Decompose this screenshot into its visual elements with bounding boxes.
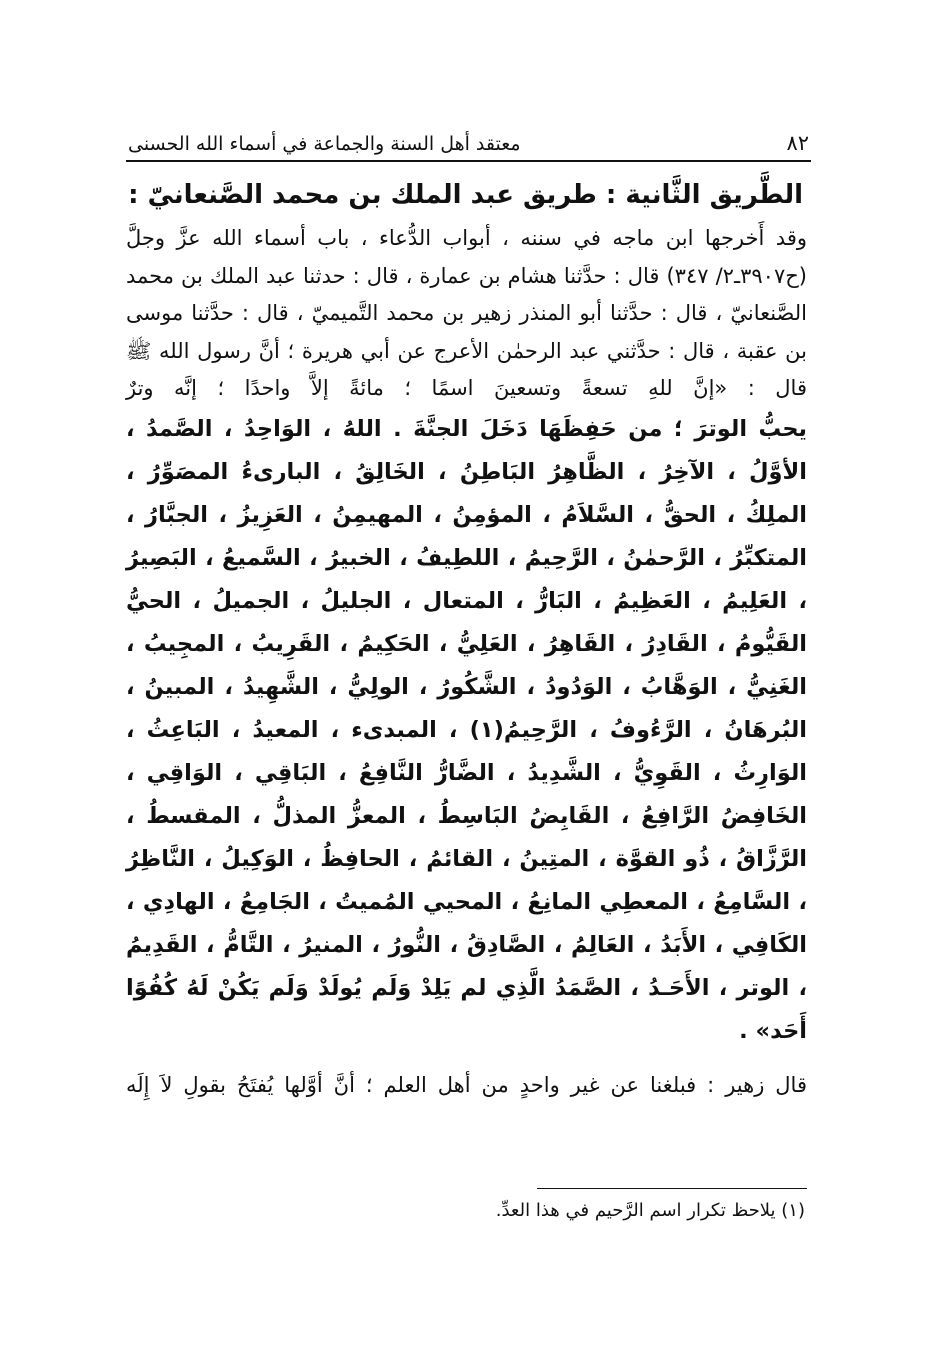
hadith-names-list: يحبُّ الوترَ ؛ من حَفِظَهَا دَخَلَ الجنَّةَ . اللهُ ، الوَاحِدُ ، الصَّمدُ ، الأوَّلُ ، الآخِرُ ، الظَّاهِرُ البَاطِنُ ، الخَالِقُ ، البارىءُ المصَوِّرُ ، الملِكُ ، الحقُّ ، السَّلاَمُ ، المؤمِنُ ، المهيمِنُ ، العَزِيزُ ، الجبَّارُ ، المتكبِّرُ ، الرَّحمٰنُ ، الرَّحِيمُ ، اللطِيفُ ، الخبيرُ ، السَّميعُ ، البَصِيرُ ، العَلِيمُ ، العَظِيمُ ، البَارُّ ، المتعال ، الجليلُ ، الجميلُ ، الحيُّ القَيُّومُ ، القَادِرُ ، القَاهِرُ ، العَلِيُّ ، الحَكِيمُ ، القَرِيبُ ، المجِيبُ ، الغَنِيُّ ، الوَهَّابُ ، الوَدُودُ ، الشَّكُورُ ، الولِيُّ ، الشَّهِيدُ ، المبينُ ، البُرهَانُ ، الرَّءُوفُ ، الرَّحِيمُ(١) ، المبدىء ، المعيدُ ، البَاعِثُ ، الوَارِثُ ، القَوِيُّ ، الشَّدِيدُ ، الضَّارُّ النَّافِعُ ، البَاقِي ، الوَاقِي ، الخَافِضُ الرَّافِعُ ، القَابِضُ البَاسِطُ ، المعزُّ المذلُّ ، المقسطُ ، الرَّزَّاقُ ، ذُو القوَّة ، المتِينُ ، القائمُ ، الحافِظُ ، الوَكِيلُ ، النَّاظِرُ ، السَّامِعُ ، المعطِي المانِعُ ، المحيي المُميتُ ، الجَامِعُ ، الهادِي ، الكَافِي ، الأَبَدُ ، العَالِمُ ، الصَّادِقُ ، النُّورُ ، المنيرُ ، التَّامُّ ، القَدِيمُ ، الوتر ، الأَحَـدُ ، الصَّمَدُ الَّذِي لم يَلِدْ وَلَم يُولَدْ وَلَم يَكُنْ لَهُ كُفُوًا أَحَد» . — [126, 415, 807, 1044]
page-body — [126, 176, 807, 1125]
page-number: ٨٢ — [786, 131, 809, 155]
running-title: معتقد أهل السنة والجماعة في أسماء الله الحسنى — [128, 133, 521, 155]
paragraph-zuhair: قال زهير : فبلغنا عن غير واحدٍ من أهل العلم ؛ أنَّ أوَّلها يُفتَحُ بقولِ لاَ إِلَه — [126, 1072, 807, 1097]
footnote-rule — [537, 1188, 807, 1189]
paragraph-isnad: وقد أَخرجها ابن ماجه في سننه ، أبواب الدُّعاء ، باب أسماء الله عزَّ وجلَّ (ح٣٩٠٧ـ٢/ ٣٤٧) قال : حدَّثنا هشام بن عمارة ، قال : حدثنا عبد الملك بن محمد الصَّنعانيّ ، قال : حدَّثنا أبو المنذر زهير بن محمد التَّميميّ ، قال : حدَّثنا موسى بن عقبة ، قال : حدَّثني عبد الرحمٰن الأعرج عن أبي هريرة ؛ أنَّ رسول الله ﷺ قال : «إنَّ للهِ تسعةً وتسعينَ اسمًا ؛ مائةً إلاَّ واحدًا ؛ إنَّه وترٌ — [126, 226, 807, 400]
page-header — [128, 115, 809, 155]
header-rule — [126, 160, 811, 162]
section-title: الطَّريق الثَّانية : طريق عبد الملك بن محمد الصَّنعانيّ : — [128, 180, 803, 210]
footnote: (١) يلاحظ تكرار اسم الرَّحيم في هذا العدِّ. — [495, 1200, 805, 1221]
